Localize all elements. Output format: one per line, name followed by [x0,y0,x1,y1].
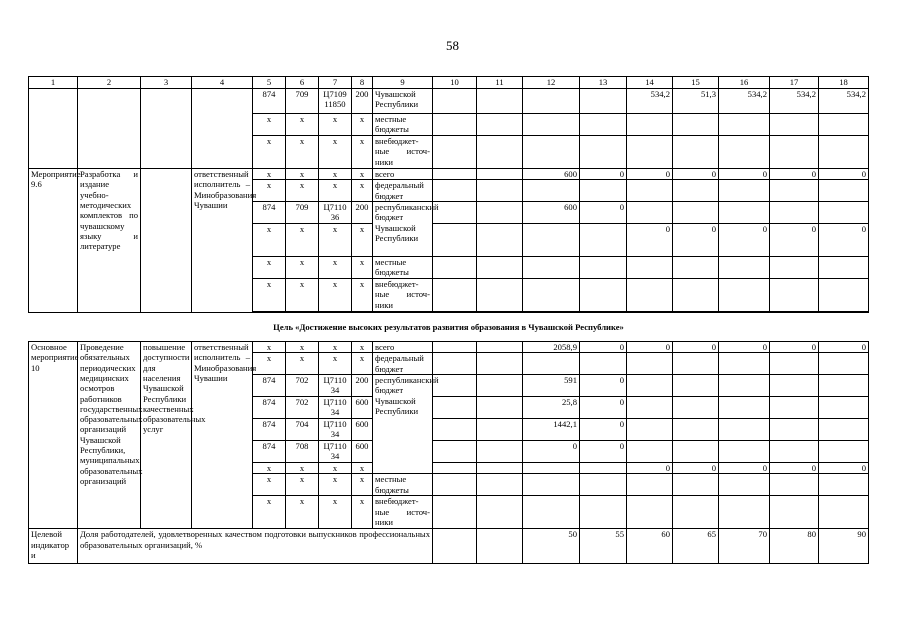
indicator-row: Целевой индикатор и Доля работодателей, удовлетворенных качеством подготовки выпускников профессиональных образовательных организаций, % 50 55 60 65 70 80 90 [29,529,869,564]
header-cell: 1 [29,77,78,89]
header-cell: 18 [819,77,869,89]
measure-result: повышение доступности для населения Чувашской Республики качественных образовательных услуг [141,341,192,528]
table-row: х х х х местные бюджеты [29,256,869,278]
header-row [29,77,869,89]
header-cell: 3 [141,77,192,89]
header-cell: 5 [253,77,286,89]
table-row: 874 702 Ц7110 34 600 25,8 0 [29,396,869,418]
indicator-label: Целевой индикатор и [29,529,78,564]
measure-name: Мероприятие 9.6 [29,169,78,313]
header-cell: 2 [78,77,141,89]
header-cell: 13 [580,77,627,89]
measure-name: Основное мероприятие 10 [29,341,78,528]
header-cell: 6 [286,77,319,89]
measure-executor: ответственный исполнитель – Минобразования Чувашии [192,341,253,528]
indicator-text: Доля работодателей, удовлетворенных качеством подготовки выпускников профессиональных образовательных организаций, % [78,529,433,564]
header-cell: 8 [352,77,373,89]
table-row: х х х х местные бюджеты [29,114,869,136]
header-cell: 9 [373,77,433,89]
program-table [28,76,869,564]
goal-row [29,312,869,341]
header-cell: 10 [433,77,477,89]
table-row: 874 704 Ц7110 34 600 1442,1 0 [29,418,869,440]
header-cell: 17 [770,77,819,89]
page-number: 58 [446,38,459,53]
header-cell: 11 [477,77,523,89]
header-cell: 14 [627,77,673,89]
table-row: х х х х 0 0 0 0 0 [29,223,869,256]
header-cell: 7 [319,77,352,89]
header-cell: 4 [192,77,253,89]
header-cell: 15 [673,77,719,89]
header-cell: 12 [523,77,580,89]
table-row: 874 709 Ц7110 36 200 республиканский бюджет Чувашской Республики 600 0 [29,201,869,223]
table-row: х х х х внебюджет-ные источ-ники [29,136,869,169]
table-row: х х х х местные бюджеты [29,474,869,496]
table-row: х х х х внебюджет-ные источ-ники [29,496,869,529]
goal-title: Цель «Достижение высоких результатов развития образования в Чувашской Республике» [29,312,869,341]
table-row: 874 708 Ц7110 34 600 0 0 [29,440,869,462]
measure-description: Проведение обязательных периодических медицинских осмотров работников государственных образовательных организаций Чувашской Республики, муниципальных образовательных организаций [78,341,141,528]
table-row: х х х х федеральный бюджет [29,353,869,375]
measure-description: Разработка и издание учебно-методических комплектов по чувашскому языку и литературе [78,169,141,313]
table-row: 874 702 Ц7110 34 200 республиканский бюджет Чувашской Республики 591 0 [29,374,869,396]
table-row: Основное мероприятие 10 Проведение обязательных периодических медицинских осмотров работников государственных образовательных организаций Чувашской Республики, муниципальных образовательных организаций повышение доступности для населения Чувашской Республики качественных образовательных услуг ответственный исполнитель – Минобразования Чувашии х х х х всего 2058,9 0 0 0 0 0 0 [29,341,869,352]
measure-executor: ответственный исполнитель – Минобразования Чувашии [192,169,253,313]
table-row: х х х х 0 0 0 0 0 [29,462,869,473]
table-row: х х х х внебюджет-ные источ-ники [29,278,869,311]
table-row: х х х х федеральный бюджет [29,180,869,202]
header-cell: 16 [719,77,770,89]
table-row: 874 709 Ц7109 11850 200 Чувашской Республики 534,2 51,3 534,2 534,2 534,2 [29,89,869,114]
table-row: Мероприятие 9.6 Разработка и издание учебно-методических комплектов по чувашскому языку и литературе ответственный исполнитель – Минобразования Чувашии х х х х всего 600 0 0 0 0 0 0 [29,169,869,180]
